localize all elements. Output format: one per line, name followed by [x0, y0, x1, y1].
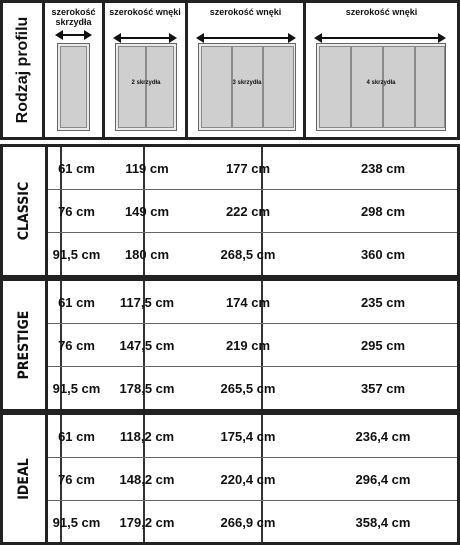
cell-3-panels: 266,9 cm — [220, 515, 276, 530]
door-diagram-4 — [316, 43, 446, 131]
header-col-label: szerokość wnęki — [209, 7, 282, 17]
door-panel — [201, 46, 232, 128]
door-panel — [319, 46, 351, 128]
cell-2-panels: 178,5 cm — [119, 381, 175, 396]
header-col-3-panels — [185, 0, 306, 140]
cell-2-panels: 118,2 cm — [119, 429, 175, 444]
width-arrow-icon — [196, 33, 296, 43]
cell-3-panels: 268,5 cm — [220, 247, 276, 262]
cell-4-panels: 298 cm — [360, 204, 406, 219]
header-col-4-panels — [303, 0, 460, 140]
cell-3-panels: 177 cm — [225, 161, 271, 176]
cell-3-panels: 265,5 cm — [220, 381, 276, 396]
cell-4-panels: 358,4 cm — [355, 515, 411, 530]
door-diagram-3 — [198, 43, 296, 131]
door-panel — [263, 46, 294, 128]
group-name-cell — [3, 415, 48, 542]
table-row — [48, 233, 457, 276]
cell-sash: 76 cm — [58, 472, 95, 487]
cell-2-panels: 180 cm — [124, 247, 170, 262]
panel-caption: 2 skrzydła — [131, 80, 161, 87]
cell-4-panels: 296,4 cm — [355, 472, 411, 487]
cell-sash: 76 cm — [58, 204, 95, 219]
cell-4-panels: 236,4 cm — [355, 429, 411, 444]
door-panel — [118, 46, 146, 128]
door-diagram-1 — [57, 43, 90, 131]
cell-sash: 91,5 cm — [52, 515, 101, 530]
door-panel — [383, 46, 415, 128]
table-row — [48, 415, 457, 458]
door-panel — [351, 46, 383, 128]
cell-sash: 61 cm — [58, 161, 95, 176]
width-arrow-icon — [55, 30, 92, 40]
cell-2-panels: 147,5 cm — [119, 338, 175, 353]
group-name-cell — [3, 147, 48, 275]
header-col-2-panels — [102, 0, 188, 140]
table-row — [48, 147, 457, 190]
group-name-cell — [3, 281, 48, 409]
table-row — [48, 190, 457, 233]
header-col-label: szerokość wnęki — [345, 7, 418, 17]
panel-caption: 3 skrzydła — [232, 80, 262, 87]
cell-3-panels: 174 cm — [225, 295, 271, 310]
panel-caption: 4 skrzydła — [366, 80, 396, 87]
cell-3-panels: 175,4 cm — [220, 429, 276, 444]
cell-sash: 76 cm — [58, 338, 95, 353]
width-arrow-icon — [113, 33, 177, 43]
cell-sash: 91,5 cm — [52, 381, 101, 396]
table-row — [48, 281, 457, 324]
profile-type-header — [0, 0, 45, 140]
cell-4-panels: 238 cm — [360, 161, 406, 176]
door-panel — [146, 46, 174, 128]
profile-type-label: Rodzaj profilu — [13, 16, 31, 124]
cell-3-panels: 222 cm — [225, 204, 271, 219]
header-col-sash-width — [42, 0, 105, 140]
group-ideal — [0, 412, 460, 545]
cell-2-panels: 117,5 cm — [119, 295, 175, 310]
group-name: PRESTIGE — [16, 310, 32, 380]
door-diagram-2 — [115, 43, 177, 131]
table-row — [48, 324, 457, 367]
cell-4-panels: 295 cm — [360, 338, 406, 353]
group-prestige — [0, 278, 460, 412]
width-arrow-icon — [314, 33, 446, 43]
cell-sash: 61 cm — [58, 429, 95, 444]
group-name: IDEAL — [16, 457, 32, 500]
door-panel — [232, 46, 263, 128]
door-panel — [60, 46, 87, 128]
cell-4-panels: 357 cm — [360, 381, 406, 396]
header-col-label: szerokość wnęki — [109, 7, 181, 17]
table-row — [48, 501, 457, 544]
header-col-label: szerokość skrzydła — [51, 7, 96, 27]
cell-3-panels: 219 cm — [225, 338, 271, 353]
cell-2-panels: 149 cm — [124, 204, 170, 219]
cell-4-panels: 235 cm — [360, 295, 406, 310]
table-row — [48, 458, 457, 501]
cell-sash: 61 cm — [58, 295, 95, 310]
table-row — [48, 367, 457, 410]
cell-2-panels: 148,2 cm — [119, 472, 175, 487]
cell-4-panels: 360 cm — [360, 247, 406, 262]
cell-2-panels: 179,2 cm — [119, 515, 175, 530]
group-name: CLASSIC — [16, 181, 32, 241]
door-panel — [415, 46, 445, 128]
cell-3-panels: 220,4 cm — [220, 472, 276, 487]
cell-sash: 91,5 cm — [52, 247, 101, 262]
cell-2-panels: 119 cm — [125, 161, 169, 176]
group-classic — [0, 144, 460, 278]
